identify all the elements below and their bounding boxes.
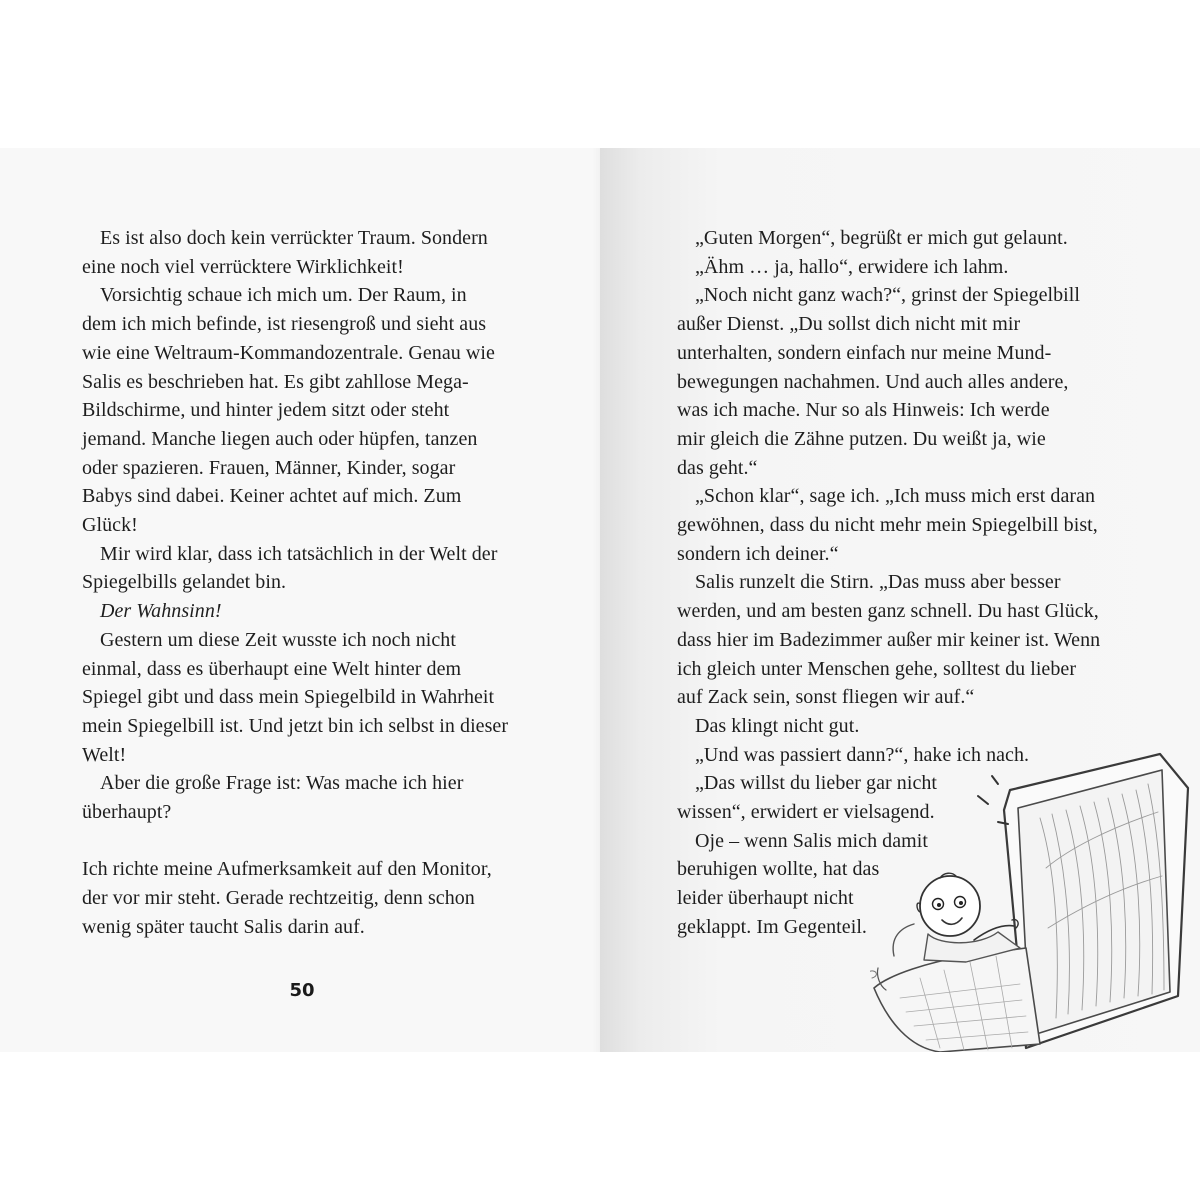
text-line: leider überhaupt nicht xyxy=(677,887,854,910)
text-line: Spiegel gibt und dass mein Spiegelbild in Wahrheit xyxy=(82,686,495,709)
text-line: bewegungen nachahmen. Und auch alles andere, xyxy=(677,370,1069,393)
text-line: Salis runzelt die Stirn. „Das muss aber besser xyxy=(695,571,1061,594)
text-line: Glück! xyxy=(82,514,138,537)
text-line: Das klingt nicht gut. xyxy=(695,714,860,737)
text-line: geklappt. Im Gegenteil. xyxy=(677,915,867,938)
text-line: Welt! xyxy=(82,743,127,766)
text-line: der vor mir steht. Gerade rechtzeitig, denn schon xyxy=(82,887,475,910)
text-line: Salis es beschrieben hat. Es gibt zahllose Mega- xyxy=(82,370,469,393)
text-line: unterhalten, sondern einfach nur meine Mund- xyxy=(677,341,1052,364)
text-line: beruhigen wollte, hat das xyxy=(677,858,880,881)
text-line: mir gleich die Zähne putzen. Du weißt ja, wie xyxy=(677,427,1046,450)
text-line: „Noch nicht ganz wach?“, grinst der Spiegelbill xyxy=(695,284,1080,307)
text-line: „Und was passiert dann?“, hake ich nach. xyxy=(695,743,1030,766)
text-line: Babys sind dabei. Keiner achtet auf mich. Zum xyxy=(82,485,462,508)
text-line: auf Zack sein, sonst fliegen wir auf.“ xyxy=(677,686,975,709)
right-page xyxy=(600,148,1200,1052)
text-line: was ich mache. Nur so als Hinweis: Ich werde xyxy=(677,399,1050,422)
text-line: überhaupt? xyxy=(82,801,172,824)
text-line: dem ich mich befinde, ist riesengroß und sieht aus xyxy=(82,313,487,336)
text-line: dass hier im Badezimmer außer mir keiner ist. Wenn xyxy=(677,628,1101,651)
text-line: Oje – wenn Salis mich damit xyxy=(695,829,928,852)
text-line: mein Spiegelbill ist. Und jetzt bin ich selbst in dieser xyxy=(82,714,509,737)
text-line: „Schon klar“, sage ich. „Ich muss mich erst daran xyxy=(695,485,1096,508)
page-number: 50 xyxy=(289,980,315,1001)
text-line: sondern ich deiner.“ xyxy=(677,542,839,565)
text-line: Es ist also doch kein verrückter Traum. Sondern xyxy=(100,227,488,249)
text-line: das geht.“ xyxy=(677,456,758,479)
text-line: wie eine Weltraum-Kommandozentrale. Genau wie xyxy=(82,341,495,364)
text-line: „Das willst du lieber gar nicht xyxy=(695,772,938,795)
text-line: gewöhnen, dass du nicht mehr mein Spiegelbill bist, xyxy=(677,514,1098,537)
book-gutter xyxy=(592,148,600,1052)
text-line: Ich richte meine Aufmerksamkeit auf den Monitor, xyxy=(82,858,492,881)
book-spread xyxy=(0,148,1200,1052)
text-line: Vorsichtig schaue ich mich um. Der Raum, in xyxy=(100,284,467,307)
text-line: ich gleich unter Menschen gehe, solltest du lieber xyxy=(677,657,1077,680)
text-line: Aber die große Frage ist: Was mache ich hier xyxy=(100,772,464,795)
text-line: Spiegelbills gelandet bin. xyxy=(82,571,287,594)
text-line: wissen“, erwidert er vielsagend. xyxy=(677,801,935,824)
text-line: „Guten Morgen“, begrüßt er mich gut gelaunt. xyxy=(695,227,1068,249)
text-line: „Ähm … ja, hallo“, erwidere ich lahm. xyxy=(695,255,1009,278)
text-line: werden, und am besten ganz schnell. Du hast Glück, xyxy=(677,600,1099,623)
left-page-text xyxy=(82,224,522,942)
text-line: Bildschirme, und hinter jedem sitzt oder steht xyxy=(82,399,450,422)
text-line: wenig später taucht Salis darin auf. xyxy=(82,915,365,938)
text-line: oder spazieren. Frauen, Männer, Kinder, sogar xyxy=(82,456,456,479)
text-line: eine noch viel verrücktere Wirklichkeit! xyxy=(82,255,404,278)
text-line: Mir wird klar, dass ich tatsächlich in der Welt der xyxy=(100,542,498,565)
text-line: außer Dienst. „Du sollst dich nicht mit mir xyxy=(677,313,1021,336)
left-page xyxy=(0,148,592,1052)
text-line: jemand. Manche liegen auch oder hüpfen, tanzen xyxy=(82,427,478,450)
text-line: Gestern um diese Zeit wusste ich noch nicht xyxy=(100,628,456,651)
text-line: Der Wahnsinn! xyxy=(100,600,222,623)
text-line xyxy=(82,827,522,856)
baby-with-mirror-sketch-icon xyxy=(870,748,1200,1052)
text-line: einmal, dass es überhaupt eine Welt hinter dem xyxy=(82,657,462,680)
